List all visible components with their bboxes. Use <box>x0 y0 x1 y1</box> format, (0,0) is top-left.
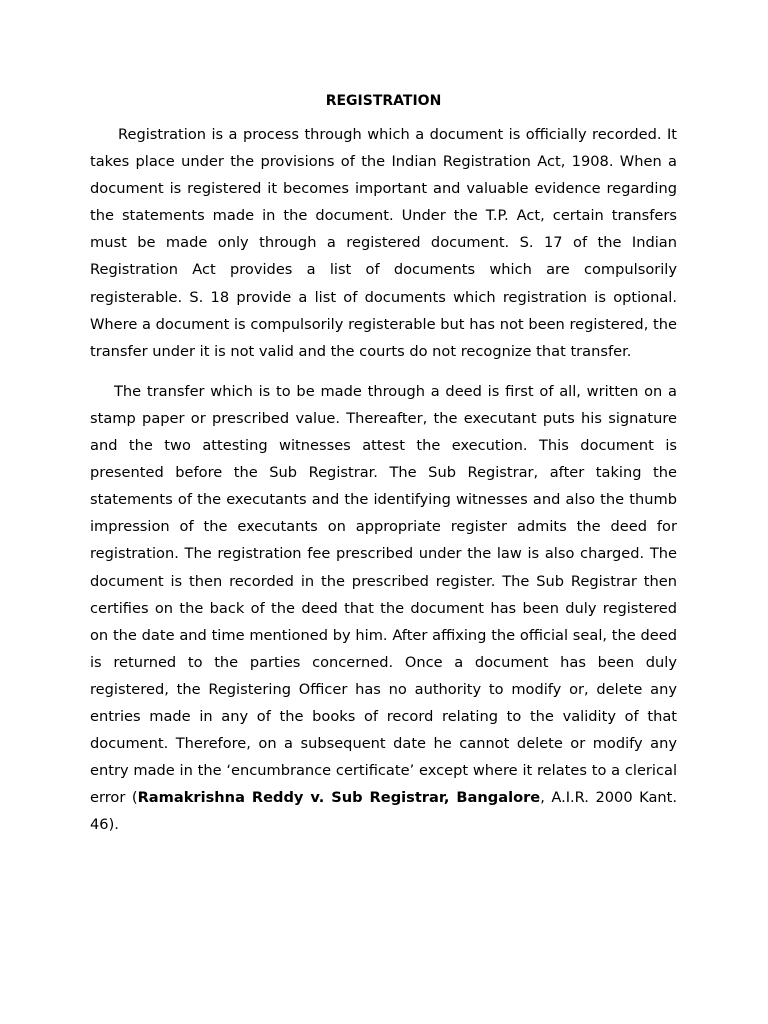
document-page <box>90 90 677 838</box>
case-citation: , A.I.R. 2000 Kant. 46). <box>90 789 677 834</box>
paragraph-registration-procedure <box>90 378 677 839</box>
document-title: REGISTRATION <box>325 93 442 109</box>
procedure-text: The transfer which is to be made through a deed is first of all, written on a stamp paper or prescribed value. Thereafter, the executant puts his signature and the two attesting witnesses attest the execution. This document is presented before the Sub Registrar. The Sub Registrar, after taking the statements of the executants and the identifying witnesses and also the thumb impression of the executants on appropriate register admits the deed for registration. The registration fee prescribed under the law is also charged. The document is then recorded in the prescribed register. The Sub Registrar then certifies on the back of the deed that the document has been duly registered on the date and time mentioned by him. After affixing the official seal, the deed is returned to the parties concerned. Once a document has been duly registered, the Registering Officer has no authority to modify or, delete any entries made in any of the books of record relating to the validity of that document. Therefore, on a subsequent date he cannot delete or modify any entry made in the ‘encumbrance certificate’ except where it relates to a clerical error ( <box>90 382 677 807</box>
paragraph-registration-overview: Registration is a process through which a document is officially recorded. It takes place under the provisions of the Indian Registration Act, 1908. When a document is registered it becomes important and valuable evidence regarding the statements made in the document. Under the T.P. Act, certain transfers must be made only through a registered document. S. 17 of the Indian Registration Act provides a list of documents which are compulsorily registerable. S. 18 provide a list of documents which registration is optional. Where a document is compulsorily registerable but has not been registered, the transfer under it is not valid and the courts do not recognize that transfer. <box>90 126 677 360</box>
case-name: Ramakrishna Reddy v. Sub Registrar, Bangalore <box>137 789 541 807</box>
